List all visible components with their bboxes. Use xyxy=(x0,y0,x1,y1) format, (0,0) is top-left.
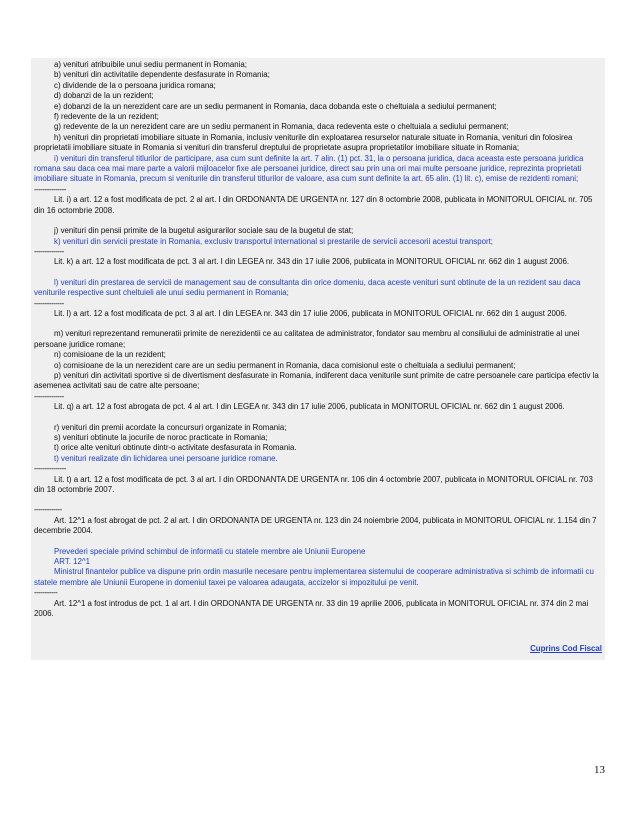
item-o: o) comisioane de la un nerezident care are un sediu permanent in Romania, daca comisionul este o cheltuiala a sediului permanent; xyxy=(54,360,516,370)
item-i: i) venituri din transferul titlurilor de participare, asa cum sunt definite la art. 7 alin. (1) pct. 31, la o persoana juridica, daca aceasta este persoana juridica romana sau daca cea mai mare parte a valorii mijloacelor fixe ale persoanei juridice, direct sau prin una ori mai multe persoane juridice, reprezinta proprietati imobiliare situate in Romania, precum si veniturile din transferul titlurilor de valoare, asa cum sunt definite la art. 65 alin. (1) lit. c), emise de rezidenti romani; xyxy=(34,153,584,184)
separator: --------------- xyxy=(34,184,66,194)
item-t-old: t) orice alte venituri obtinute dintr-o activitate desfasurata in Romania. xyxy=(54,443,297,453)
separator: -------------- xyxy=(34,298,64,308)
article-heading: ART. 12^1 xyxy=(54,557,91,567)
item-j: j) venituri din pensii primite de la bugetul asigurarilor sociale sau de la bugetul de stat; xyxy=(54,226,354,236)
separator: ------------- xyxy=(34,505,62,515)
item-t: t) venituri realizate din lichidarea unei persoane juridice romane. xyxy=(54,453,278,463)
item-r: r) venituri din premii acordate la concursuri organizate in Romania; xyxy=(54,422,287,432)
separator: -------------- xyxy=(34,391,64,401)
note-art-12-1-introduced: Art. 12^1 a fost introdus de pct. 1 al art. I din ORDONANTA DE URGENTA nr. 33 din 19 aprilie 2006, publicata in MONITORUL OFICIAL nr. 374 din 2 mai 2006. xyxy=(34,598,589,619)
item-e: e) dobanzi de la un nerezident care are un sediu permanent in Romania, daca dobanda este o cheltuiala a sediului permanent; xyxy=(54,101,497,111)
note-art-12-1-abrogated: Art. 12^1 a fost abrogat de pct. 2 al art. I din ORDONANTA DE URGENTA nr. 123 din 24 noiembrie 2004, publicata in MONITORUL OFICIAL nr. 1.154 din 7 decembrie 2004. xyxy=(34,515,597,536)
item-n: n) comisioane de la un rezident; xyxy=(54,350,166,360)
item-g: g) redevente de la un nerezident care are un sediu permanent in Romania, daca redeventa este o cheltuiala a sediului permanent; xyxy=(54,122,509,132)
separator: -------------- xyxy=(34,246,64,256)
note-lit-t: Lit. t) a art. 12 a fost modificata de pct. 3 al art. I din ORDONANTA DE URGENTA nr. 106 din 4 octombrie 2007, publicata in MONITORUL OFICIAL nr. 703 din 18 octombrie 2007. xyxy=(34,474,593,495)
item-f: f) redevente de la un rezident; xyxy=(54,112,159,122)
item-h: h) venituri din proprietati imobiliare situate in Romania, inclusiv veniturile din exploatarea resurselor naturale situate in Romania, venituri din folosirea proprietatii imobiliare situate in Romania si venituri din transferul dreptului de proprietate asupra proprietatilor imobiliare situate in Romania; xyxy=(34,132,573,153)
item-l: l) venituri din prestarea de servicii de management sau de consultanta din orice domeniu, daca aceste venituri sunt obtinute de la un rezident sau daca veniturile respective sunt cheltuieli ale unui sediu permanent in Romania; xyxy=(34,277,581,298)
page-number: 13 xyxy=(594,764,605,776)
item-p: p) venituri din activitati sportive si de divertisment desfasurate in Romania, indiferent daca veniturile sunt primite de catre persoanele care participa efectiv la asemenea activitati sau de catre alte persoane; xyxy=(34,370,599,391)
special-provisions-title: Prevederi speciale privind schimbul de informatii cu statele membre ale Uniunii Europene xyxy=(54,546,366,556)
note-lit-k: Lit. k) a art. 12 a fost modificata de pct. 3 al art. I din LEGEA nr. 343 din 17 iulie 2006, publicata in MONITORUL OFICIAL nr. 662 din 1 august 2006. xyxy=(54,257,570,267)
table-of-contents-link[interactable]: Cuprins Cod Fiscal xyxy=(530,643,602,653)
item-k: k) venituri din servicii prestate in Romania, exclusiv transportul international si prestarile de servicii accesorii acestui transport; xyxy=(54,236,493,246)
item-m: m) venituri reprezentand remuneratii primite de nerezidentii ce au calitatea de administrator, fondator sau membru al consiliului de administratie al unei persoane juridice romane; xyxy=(34,329,580,349)
note-lit-l: Lit. l) a art. 12 a fost modificata de pct. 3 al art. I din LEGEA nr. 343 din 17 iulie 2006, publicata in MONITORUL OFICIAL nr. 662 din 1 august 2006. xyxy=(54,308,567,318)
text-block xyxy=(31,58,605,660)
note-lit-q: Lit. q) a art. 12 a fost abrogata de pct. 4 al art. I din LEGEA nr. 343 din 17 iulie 2006, publicata in MONITORUL OFICIAL nr. 662 din 1 august 2006. xyxy=(54,402,565,412)
item-b: b) venituri din activitatile dependente desfasurate in Romania; xyxy=(54,70,270,80)
separator: --------------- xyxy=(34,464,66,474)
article-text: Ministrul finantelor publice va dispune prin ordin masurile necesare pentru implementarea sistemului de cooperare administrativa si schimb de informatii cu statele membre ale Uniunii Europene in domeniul taxei pe valoarea adaugata, accizelor si impozitului pe venit. xyxy=(34,567,594,587)
separator: ----------- xyxy=(34,588,58,598)
item-c: c) dividende de la o persoana juridica romana; xyxy=(54,80,216,90)
item-d: d) dobanzi de la un rezident; xyxy=(54,91,154,101)
note-lit-i: Lit. i) a art. 12 a fost modificata de pct. 2 al art. I din ORDONANTA DE URGENTA nr. 127 din 8 octombrie 2008, publicata in MONITORUL OFICIAL nr. 705 din 16 octombrie 2008. xyxy=(34,195,593,215)
item-a: a) venituri atribuibile unui sediu permanent in Romania; xyxy=(54,60,247,69)
item-s: s) venituri obtinute la jocurile de noroc practicate in Romania; xyxy=(54,433,268,442)
document-page xyxy=(31,58,605,660)
